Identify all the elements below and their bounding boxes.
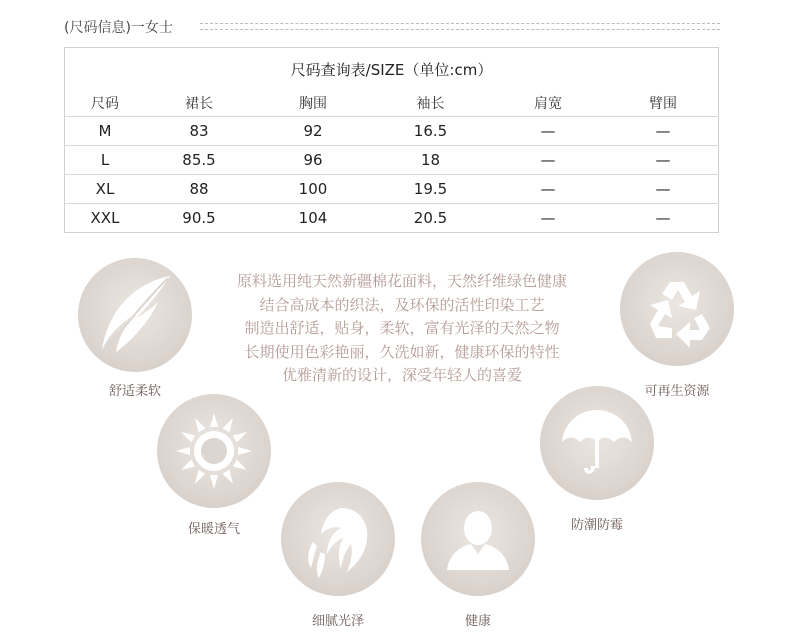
woman-hair-icon [281,482,395,596]
table-cell: — [488,204,608,233]
table-cell: — [608,146,719,175]
section-title: (尺码信息)一女士 [64,20,173,36]
feature-circle-warm [157,394,271,508]
description-line: 结合高成本的织法，及环保的活性印染工艺 [259,295,545,314]
table-cell: 104 [253,204,373,233]
column-header-size: 尺码 [91,96,119,112]
description-line: 优雅清新的设计，深受年轻人的喜爱 [281,366,522,384]
fabric-description [195,270,609,388]
feature-label-comfort: 舒适柔软 [108,384,161,399]
table-cell: 88 [145,175,253,204]
column-header-shoulder-width: 肩宽 [534,96,562,112]
table-cell: 90.5 [145,204,253,233]
table-cell: 85.5 [145,146,253,175]
person-icon [421,482,535,596]
description-line: 制造出舒适，贴身，柔软，富有光泽的天然之物 [244,319,560,337]
table-row [65,146,719,175]
column-header-sleeve-length: 袖长 [416,96,445,112]
table-cell: — [608,117,719,146]
table-row [65,204,719,233]
table-cell: L [65,146,146,175]
feature-label-warm: 保暖透气 [187,522,240,537]
feature-circle-renewable [620,252,734,366]
table-cell: — [608,175,719,204]
table-cell: 83 [145,117,253,146]
size-table [64,47,719,233]
table-cell: 20.5 [373,204,488,233]
column-header-arm-circumference: 臂围 [649,96,677,112]
description-line: 原料选用纯天然新疆棉花面料，天然纤维绿色健康 [236,272,567,290]
section-header [64,14,720,38]
feather-icon [78,258,192,372]
description-line: 长期使用色彩艳丽，久洗如新，健康环保的特性 [244,342,560,361]
table-cell: — [608,204,719,233]
table-cell: 96 [253,146,373,175]
table-cell: M [65,117,146,146]
sun-icon [157,394,271,508]
table-cell: 92 [253,117,373,146]
header-divider [200,23,720,30]
table-header-row [65,90,719,117]
table-row [65,117,719,146]
table-cell: — [488,175,608,204]
column-header-skirt-length: 裙长 [185,96,213,112]
feature-circle-comfort [78,258,192,372]
table-cell: — [488,117,608,146]
feature-label-moisture: 防潮防霉 [570,518,623,533]
feature-label-health: 健康 [464,614,491,629]
table-cell: — [488,146,608,175]
table-cell: 16.5 [373,117,488,146]
table-caption: 尺码查询表/SIZE（单位:cm） [290,60,493,79]
column-header-bust: 胸围 [299,96,327,112]
table-cell: XL [65,175,146,204]
feature-circle-luster [281,482,395,596]
table-cell: XXL [65,204,146,233]
table-row [65,175,719,204]
feature-circle-moisture [540,386,654,500]
table-cell: 100 [253,175,373,204]
feature-circle-health [421,482,535,596]
table-cell: 19.5 [373,175,488,204]
feature-label-renewable: 可再生资源 [644,384,710,399]
recycle-icon [620,252,734,366]
umbrella-icon [540,386,654,500]
table-cell: 18 [373,146,488,175]
feature-label-luster: 细腻光泽 [311,614,364,629]
